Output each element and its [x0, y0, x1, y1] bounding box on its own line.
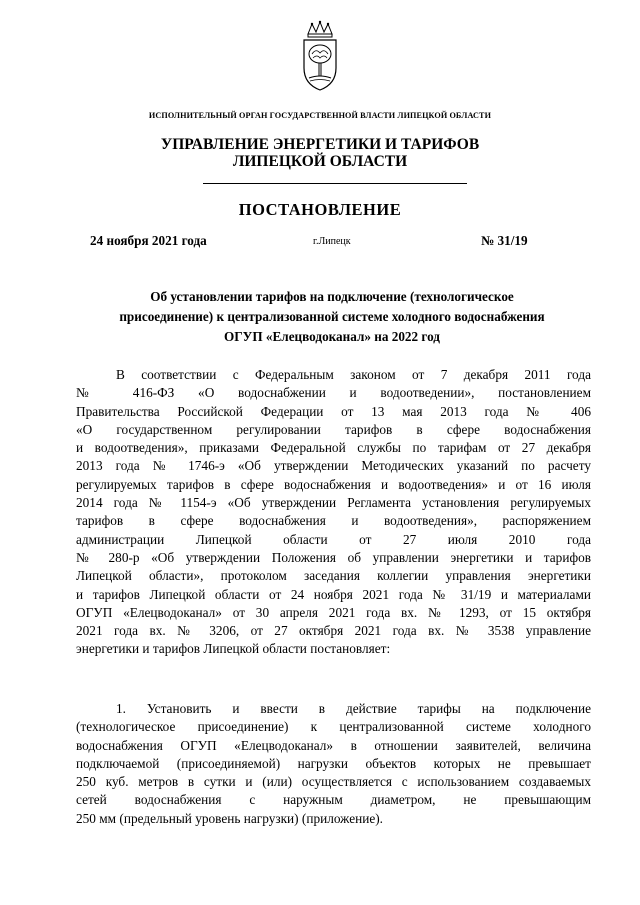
subject-line: ОГУП «Елецводоканал» на 2022 год — [224, 329, 440, 344]
document-subject — [74, 287, 590, 347]
paragraph-line: регулируемых тарифов в сфере водоснабжения и водоотведения» и от 16 июля — [76, 476, 591, 492]
lipetsk-coat-of-arms-icon — [300, 20, 340, 92]
subject-line: Об установлении тарифов на подключение (технологическое — [150, 289, 514, 304]
paragraph-line: № 280-р «Об утверждении Положения об управлении энергетики и тарифов — [76, 549, 591, 565]
document-number: № 31/19 — [481, 233, 528, 248]
paragraph-line: подключаемой (присоединяемой) нагрузки объектов которых не превышает — [76, 755, 591, 771]
paragraph-line: 2013 года № 1746-э «Об утверждении Методических указаний по расчету — [76, 458, 591, 474]
paragraph-line: № 416-ФЗ «О водоснабжении и водоотведении», постановлением — [76, 385, 591, 401]
paragraph-line: тарифов в сфере водоснабжения и водоотведения», распоряжением — [76, 513, 591, 529]
issuing-authority-line: ИСПОЛНИТЕЛЬНЫЙ ОРГАН ГОСУДАРСТВЕННОЙ ВЛАСТИ ЛИПЕЦКОЙ ОБЛАСТИ — [148, 111, 492, 120]
department-name — [0, 136, 640, 170]
paragraph-line: 250 куб. метров в сутки и (или) осуществляется с использованием создаваемых — [76, 774, 591, 790]
paragraph-line: и водоотведения», приказами Федеральной службы по тарифам от 27 декабря — [76, 440, 591, 456]
paragraph-line: (технологическое присоединение) к централизованной системе холодного — [76, 719, 591, 735]
paragraph-line: Правительства Российской Федерации от 13 мая 2013 года № 406 — [76, 403, 591, 419]
paragraph-line: 250 мм (предельный уровень нагрузки) (приложение). — [76, 810, 383, 826]
clause-1-paragraph — [76, 700, 591, 828]
subject-line: присоединение) к централизованной системе холодного водоснабжения — [119, 309, 545, 324]
paragraph-line: водоснабжения ОГУП «Елецводоканал» в отношении заявителей, величина — [76, 737, 591, 753]
paragraph-line: сетей водоснабжения с наружным диаметром, не превышающим — [76, 792, 591, 808]
paragraph-line: 2021 года вх. № 3206, от 27 октября 2021 года вх. № 3538 управление — [76, 623, 591, 639]
paragraph-line: энергетики и тарифов Липецкой области постановляет: — [76, 641, 391, 657]
document-city: г.Липецк — [313, 236, 351, 247]
document-date: 24 ноября 2021 года — [90, 233, 207, 248]
paragraph-line: Липецкой области», протоколом заседания коллегии управления энергетики — [76, 568, 591, 584]
paragraph-line: ОГУП «Елецводоканал» от 30 апреля 2021 года вх. № 1293, от 15 октября — [76, 604, 591, 620]
department-name-line: ЛИПЕЦКОЙ ОБЛАСТИ — [232, 153, 408, 170]
paragraph-line: 2014 года № 1154-э «Об утверждении Регламента установления регулируемых — [76, 495, 591, 511]
paragraph-line: «О государственном регулировании тарифов в сфере водоснабжения — [76, 421, 591, 437]
paragraph-line: 1. Установить и ввести в действие тарифы на подключение — [116, 701, 591, 716]
preamble-paragraph — [76, 366, 591, 659]
paragraph-line: и тарифов Липецкой области от 24 ноября 2021 года № 31/19 и материалами — [76, 586, 591, 602]
paragraph-line: администрации Липецкой области от 27 июля 2010 года — [76, 531, 591, 547]
document-type-title: ПОСТАНОВЛЕНИЕ — [238, 200, 402, 219]
paragraph-line: В соответствии с Федеральным законом от 7 декабря 2011 года — [116, 367, 591, 382]
department-name-line: УПРАВЛЕНИЕ ЭНЕРГЕТИКИ И ТАРИФОВ — [160, 136, 480, 153]
header-divider — [203, 183, 467, 184]
